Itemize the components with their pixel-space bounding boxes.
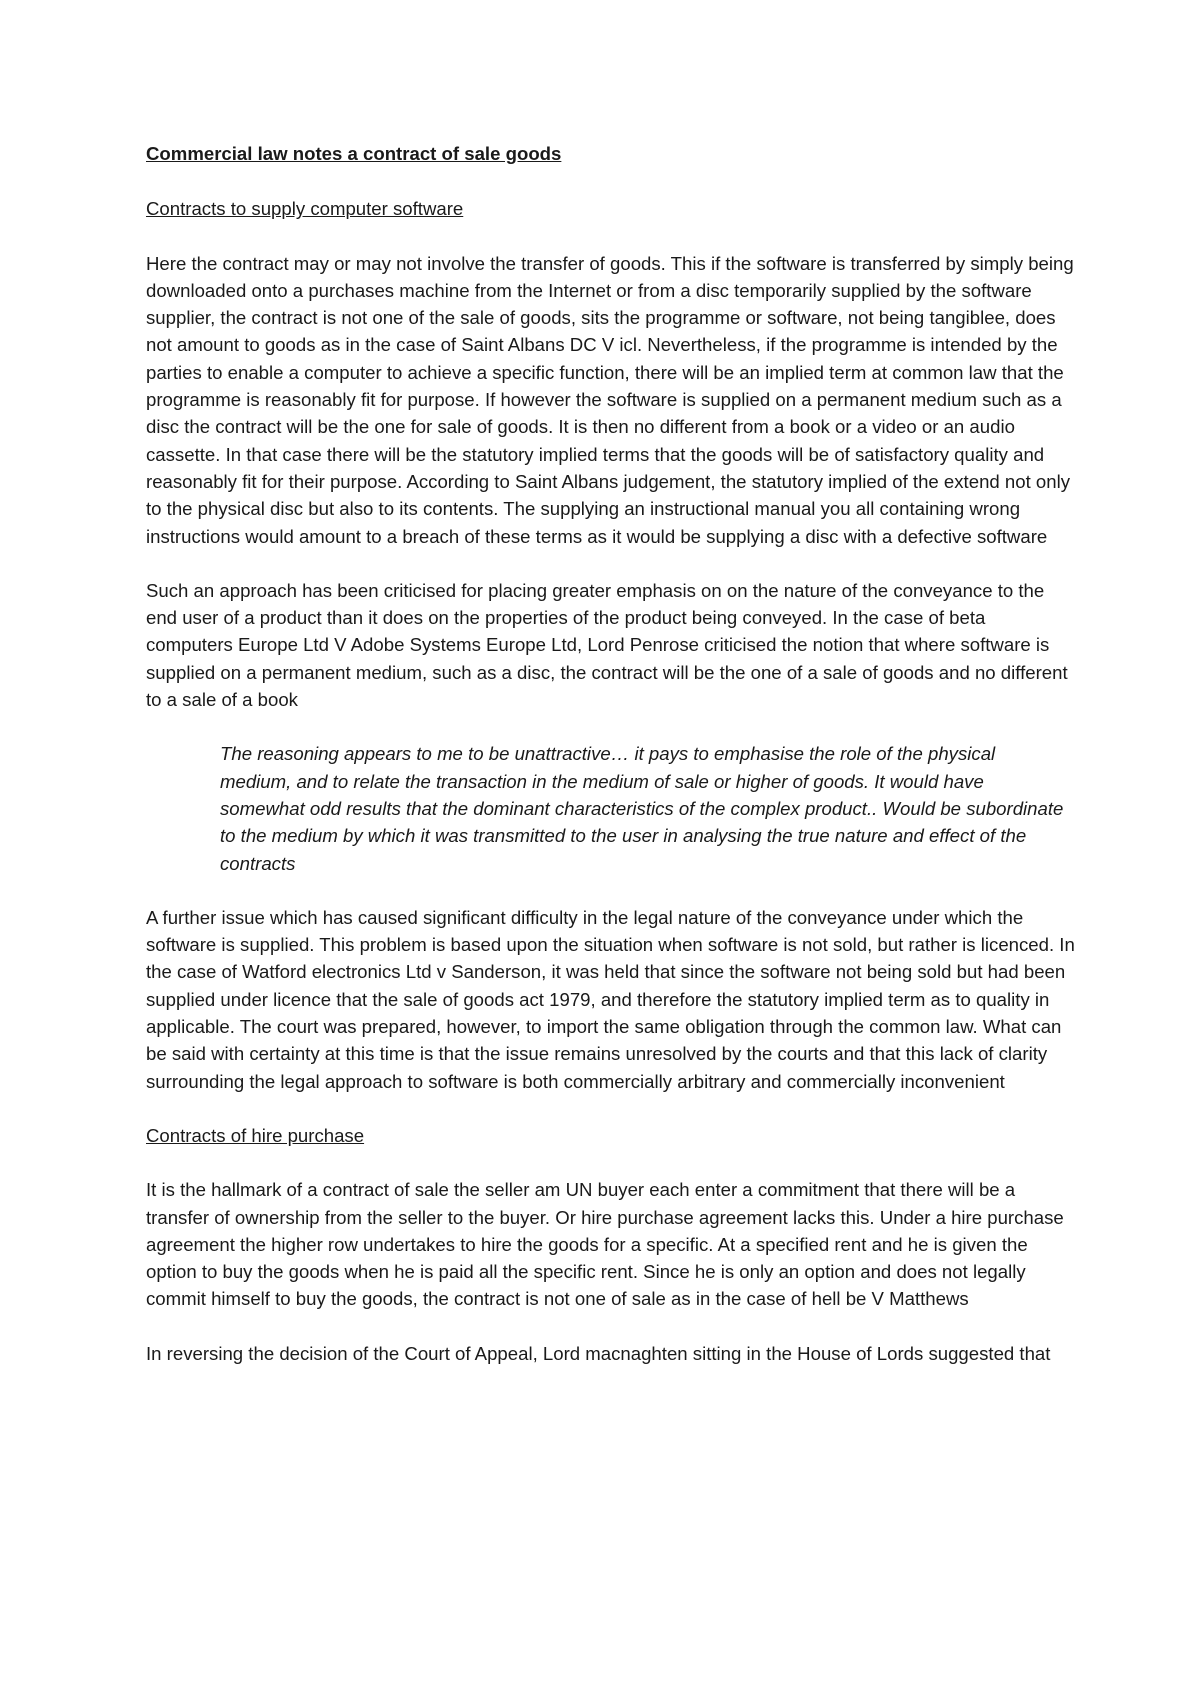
document-title: Commercial law notes a contract of sale goods bbox=[146, 143, 562, 164]
document-page bbox=[146, 140, 1076, 1367]
paragraph-house-of-lords: In reversing the decision of the Court of Appeal, Lord macnaghten sitting in the House of Lords suggested that bbox=[146, 1342, 1051, 1364]
paragraph-licence-issue: A further issue which has caused significant difficulty in the legal nature of the conveyance under which the software is supplied. This problem is based upon the situation when software is not sold, but rather is licenced. In the case of Watford electronics Ltd v Sanderson, it was held that since the software not being sold but had been supplied under licence that the sale of goods act 1979, and therefore the statutory implied term as to quality in applicable. The court was prepared, however, to import the same obligation through the common law. What can be said with certainty at this time is that the issue remains unresolved by the courts and that this lack of clarity surrounding the legal approach to software is both commercially arbitrary and commercially inconvenient bbox=[146, 906, 1075, 1092]
section-heading-hire-purchase: Contracts of hire purchase bbox=[146, 1124, 365, 1146]
quote-lord-penrose: The reasoning appears to me to be unattractive… it pays to emphasise the role of the physical medium, and to relate the transaction in the medium of sale or higher of goods. It would have somewhat odd results that the dominant characteristics of the complex product.. Would be subordinate to the medium by which it was transmitted to the user in analysing the true nature and effect of the contracts bbox=[220, 743, 1064, 874]
paragraph-hire-purchase: It is the hallmark of a contract of sale the seller am UN buyer each enter a commitment that there will be a transfer of ownership from the seller to the buyer. Or hire purchase agreement lacks this. Under a hire purchase agreement the higher row undertakes to hire the goods for a specific. At a specified rent and he is given the option to buy the goods when he is paid all the specific rent. Since he is only an option and does not legally commit himself to buy the goods, the contract is not one of sale as in the case of hell be V Matthews bbox=[146, 1179, 1064, 1310]
paragraph-software-supply: Here the contract may or may not involve the transfer of goods. This if the software is transferred by simply being downloaded onto a purchases machine from the Internet or from a disc temporarily supplied by the software supplier, the contract is not one of the sale of goods, sits the programme or software, not being tangiblee, does not amount to goods as in the case of Saint Albans DC V icl. Nevertheless, if the programme is intended by the parties to enable a computer to achieve a specific function, there will be an implied term at common law that the programme is reasonably fit for purpose. If however the software is supplied on a permanent medium such as a disc the contract will be the one for sale of goods. It is then no different from a book or a video or an audio cassette. In that case there will be the statutory implied terms that the goods will be of satisfactory quality and reasonably fit for their purpose. According to Saint Albans judgement, the statutory implied of the extend not only to the physical disc but also to its contents. The supplying an instructional manual you all containing wrong instructions would amount to a breach of these terms as it would be supplying a disc with a defective software bbox=[146, 252, 1074, 547]
section-heading-software: Contracts to supply computer software bbox=[146, 198, 464, 220]
paragraph-criticism: Such an approach has been criticised for placing greater emphasis on on the nature of the conveyance to the end user of a product than it does on the properties of the product being conveyed. In the case of beta computers Europe Ltd V Adobe Systems Europe Ltd, Lord Penrose criticised the notion that where software is supplied on a permanent medium, such as a disc, the contract will be the one of a sale of goods and no different to a sale of a book bbox=[146, 579, 1068, 711]
